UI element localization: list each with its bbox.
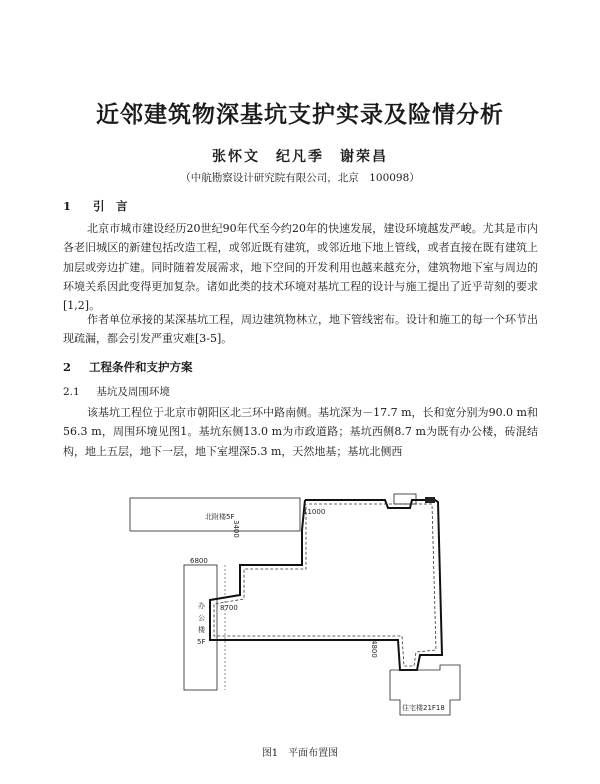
figure-caption: 图1 平面布置图 [261, 748, 339, 759]
section-number: 1 [63, 199, 72, 213]
office-label-3: 楼 [198, 626, 205, 634]
subsection-2-1-heading [63, 384, 170, 399]
dimension-4800: 4800 [370, 640, 378, 658]
paragraph-text: 北京市城市建设经历20世纪90年代至今约20年的快速发展，建设环境越发严峻。尤其是市内各老旧城区的新建包括改造工程，或邻近既有建筑，或邻近地下地上管线，或者直接在既有建筑上加层或旁边扩建。同时随着发展需求，地下空间的开发利用也越来越充分，建筑物地下室与周边的环境关系因此变得更加复杂。诸如此类的技术环境对基坑工程的设计与施工提出了近乎苛刻的要求[1,2]。 [63, 222, 538, 313]
office-label-2: 公 [198, 614, 205, 622]
support-line [214, 504, 436, 666]
subsection-number: 2.1 [63, 386, 80, 398]
north-annex-label: 北附楼5F [205, 513, 235, 521]
site-plan-figure [120, 490, 500, 735]
residential-label: 住宅楼21F18 [402, 704, 445, 712]
section-1-heading [63, 198, 128, 214]
paragraph-text: 该基坑工程位于北京市朝阳区北三环中路南侧。基坑深为－17.7 m，长和宽分别为90.0 m和56.3 m，周围环境见图1。基坑东侧13.0 m为市政道路；基坑西侧8.7 m为既有办公楼，砖混结构，地上五层，地下一层，地下室埋深5.3 m，天然地基；基坑北侧西 [63, 406, 538, 458]
office-label-1: 办 [198, 602, 205, 610]
dimension-6800: 6800 [190, 557, 208, 565]
section-number: 2 [63, 360, 72, 374]
excavation-outline [210, 500, 442, 670]
section-2-heading [63, 359, 193, 375]
office-label-4: 5F [197, 638, 206, 646]
affiliation: （中航勘察设计研究院有限公司，北京 100098） [180, 172, 420, 184]
paper-title: 近邻建筑物深基坑支护实录及险情分析 [96, 101, 504, 128]
section-1-paragraph-1 [63, 219, 538, 315]
dimension-3400: 3400 [232, 520, 240, 538]
dimension-11000: 11000 [303, 508, 326, 516]
section-1-paragraph-2 [63, 310, 538, 349]
section-title: 引 言 [93, 199, 128, 213]
subsection-2-1-paragraph [63, 403, 538, 461]
section-title: 工程条件和支护方案 [89, 360, 193, 374]
dimension-8700: 8700 [220, 604, 238, 612]
paragraph-text: 作者单位承接的某深基坑工程，周边建筑物林立，地下管线密布。设计和施工的每一个环节出现疏漏，都会引发严重灾难[3-5]。 [63, 313, 538, 346]
north-corner-block [425, 497, 435, 503]
subsection-title: 基坑及周围环境 [96, 386, 170, 398]
authors: 张怀文 纪凡季 谢荣昌 [212, 149, 388, 165]
